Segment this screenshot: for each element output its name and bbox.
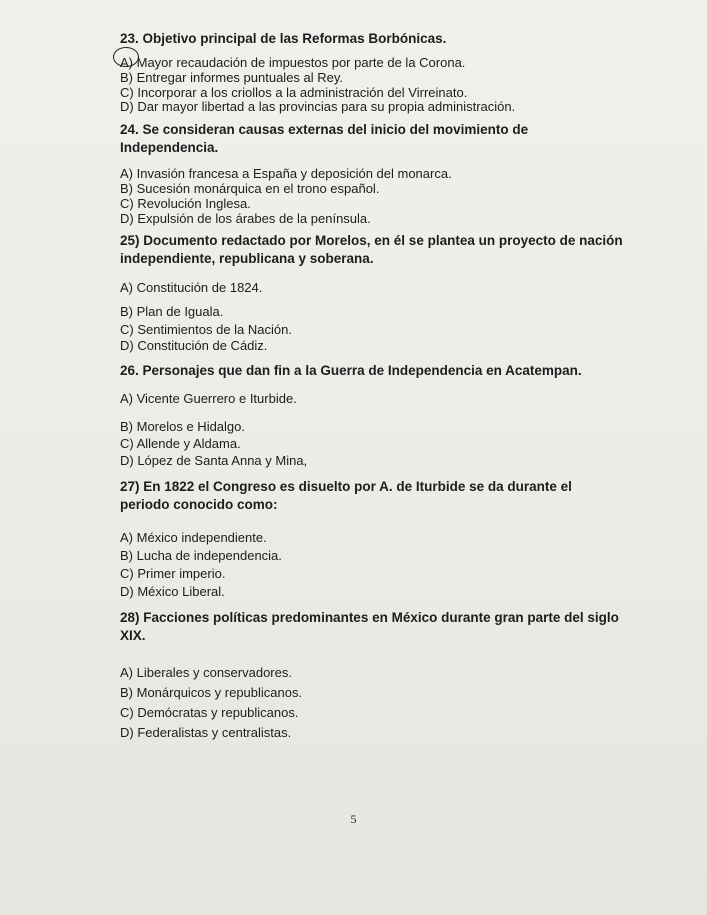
option-b[interactable]: B) Monárquicos y republicanos. xyxy=(120,685,303,700)
option-b[interactable]: B) Morelos e Hidalgo. xyxy=(120,419,245,434)
option-a[interactable]: A) Invasión francesa a España y deposición del monarca. xyxy=(120,166,452,181)
option-d[interactable]: D) Constitución de Cádiz. xyxy=(120,338,268,353)
option-b[interactable]: B) Plan de Iguala. xyxy=(120,304,224,319)
option-d[interactable]: D) Federalistas y centralistas. xyxy=(120,725,292,740)
option-a[interactable]: A) Vicente Guerrero e Iturbide. xyxy=(120,391,297,406)
question-stem: 27) En 1822 el Congreso es disuelto por A. de Iturbide se da durante el periodo conocido como: xyxy=(120,479,572,512)
question-stem: 25) Documento redactado por Morelos, en él se plantea un proyecto de nación independiente, republicana y soberana. xyxy=(120,233,623,266)
option-c[interactable]: C) Demócratas y republicanos. xyxy=(120,705,299,720)
option-a[interactable]: A) Liberales y conservadores. xyxy=(120,665,292,680)
option-b[interactable]: B) Sucesión monárquica en el trono español. xyxy=(120,181,380,196)
option-b[interactable]: B) Lucha de independencia. xyxy=(120,548,282,563)
option-d[interactable]: D) México Liberal. xyxy=(120,584,225,599)
question-stem: 24. Se consideran causas externas del inicio del movimiento de Independencia. xyxy=(120,122,529,155)
option-b[interactable]: B) Entregar informes puntuales al Rey. xyxy=(120,70,344,85)
option-d[interactable]: D) Expulsión de los árabes de la península. xyxy=(120,211,371,226)
option-a[interactable]: A) Mayor recaudación de impuestos por parte de la Corona. xyxy=(120,55,466,70)
question-stem: 26. Personajes que dan fin a la Guerra de Independencia en Acatempan. xyxy=(120,363,582,378)
option-a[interactable]: A) México independiente. xyxy=(120,530,267,545)
option-a[interactable]: A) Constitución de 1824. xyxy=(120,280,263,295)
page-number: 5 xyxy=(350,812,357,826)
question-stem: 23. Objetivo principal de las Reformas Borbónicas. xyxy=(120,31,447,46)
question-stem: 28) Facciones políticas predominantes en México durante gran parte del siglo XIX. xyxy=(120,610,619,643)
option-c[interactable]: C) Incorporar a los criollos a la administración del Virreinato. xyxy=(120,85,468,100)
option-d[interactable]: D) López de Santa Anna y Mina, xyxy=(120,453,308,468)
option-c[interactable]: C) Revolución Inglesa. xyxy=(120,196,251,211)
option-c[interactable]: C) Allende y Aldama. xyxy=(120,436,241,451)
option-d[interactable]: D) Dar mayor libertad a las provincias para su propia administración. xyxy=(120,99,516,114)
option-c[interactable]: C) Sentimientos de la Nación. xyxy=(120,322,292,337)
option-c[interactable]: C) Primer imperio. xyxy=(120,566,226,581)
